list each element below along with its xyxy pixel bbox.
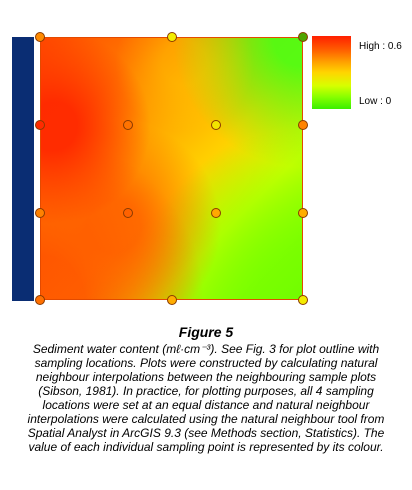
- sample-point: [35, 32, 45, 42]
- sample-point: [123, 208, 133, 218]
- map-border: [40, 37, 303, 300]
- sample-point: [298, 120, 308, 130]
- blue-edge-strip: [12, 37, 34, 301]
- legend-low-label: Low : 0: [359, 96, 392, 107]
- sample-point: [167, 32, 177, 42]
- sample-point: [298, 208, 308, 218]
- figure-caption: Sediment water content (mℓ·cm⁻³). See Fig. 3 for plot outline with sampling locations. Plots were constructed by calculating natural neighbour interpolations between the neighbouring sample plots (Sibson, 1981). In practice, for plotting purposes, all 4 sampling locations were set at an equal distance and natural neighbour interpolations were calculated using the natural neighbour tool from Spatial Analyst in ArcGIS 9.3 (see Methods section, Statistics). The value of each individual sampling point is represented by its colour.: [27, 342, 385, 454]
- sample-point: [35, 208, 45, 218]
- figure-caption-block: [0, 324, 412, 454]
- sample-point: [298, 295, 308, 305]
- sample-point: [167, 295, 177, 305]
- legend-high-label: High : 0.6: [359, 41, 402, 52]
- legend-gradient: [312, 36, 351, 109]
- sample-point: [123, 120, 133, 130]
- sample-point: [35, 120, 45, 130]
- figure-title: Figure 5: [178, 324, 234, 340]
- sample-point: [211, 120, 221, 130]
- sample-point: [211, 208, 221, 218]
- sample-point: [298, 32, 308, 42]
- interpolation-map: [40, 37, 303, 300]
- sample-point: [35, 295, 45, 305]
